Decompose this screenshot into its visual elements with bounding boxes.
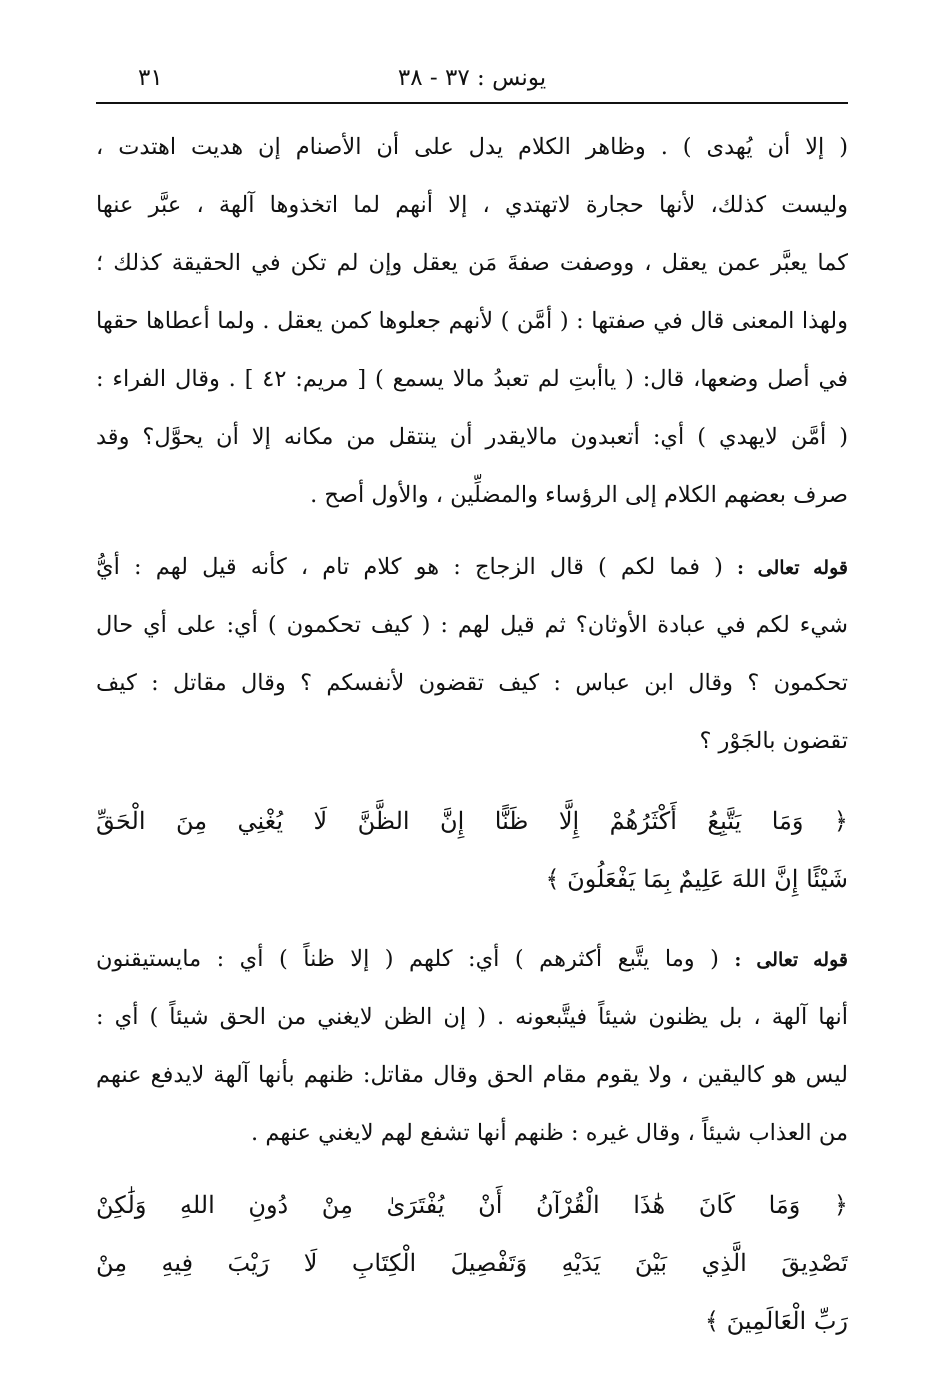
text-line [96, 538, 848, 596]
header-rule [96, 102, 848, 104]
text-line: شيء لكم في عبادة الأوثان؟ ثم قيل لهم : ( كيف تحكمون ) أي: على أي حال [96, 612, 848, 638]
verse-line: ﴿ وَمَا كَانَ هَٰذَا الْقُرْآنُ أَنْ يُفْتَرَىٰ مِنْ دُونِ اللهِ وَلَٰكِنْ [96, 1191, 848, 1219]
text-line: كما يعبَّر عمن يعقل ، ووصفت صفةَ مَن يعقل وإن لم تكن في الحقيقة كذلك ؛ [96, 250, 848, 276]
running-head: يونس : ٣٧ - ٣٨ [397, 65, 547, 91]
text-line: ( إلا أن يُهدى ) . وظاهر الكلام يدل على أن الأصنام إن هديت اهتدت ، [96, 134, 848, 160]
text-line: ( أمَّن لايهدي ) أي: أتعبدون مالايقدر أن ينتقل من مكانه إلا أن يحوَّل؟ وقد [96, 424, 848, 450]
lead-phrase: قوله تعالى : [734, 949, 848, 971]
paragraph-commentary-1 [96, 118, 848, 524]
lead-phrase: قوله تعالى : [737, 557, 848, 579]
verse-line: تَصْدِيقَ الَّذِي بَيْنَ يَدَيْهِ وَتَفْصِيلَ الْكِتَابِ لَا رَيْبَ فِيهِ مِنْ [96, 1249, 848, 1277]
verse-line: شَيْئًا إِنَّ اللهَ عَلِيمٌ بِمَا يَفْعَلُونَ ﴾ [545, 865, 848, 893]
text-line: صرف بعضهم الكلام إلى الرؤساء والمضلِّين ، والأول أصح . [310, 482, 848, 508]
page-header [96, 60, 848, 96]
paragraph-commentary-3 [96, 930, 848, 1162]
text-line [96, 930, 848, 988]
text-line: وليست كذلك، لأنها حجارة لاتهتدي ، إلا أنهم لما اتخذوها آلهة ، عبَّر عنها [96, 192, 848, 218]
page-body [96, 118, 848, 1350]
page-number: ٣١ [138, 65, 163, 91]
text-line: تحكمون ؟ وقال ابن عباس : كيف تقضون لأنفسكم ؟ وقال مقاتل : كيف [96, 670, 848, 696]
text-line: ليس هو كاليقين ، ولا يقوم مقام الحق وقال مقاتل: ظنهم بأنها آلهة لايدفع عنهم [96, 1062, 848, 1088]
line-text: ( فما لكم ) قال الزجاج : هو كلام تام ، كأنه قيل لهم : أيُّ [96, 554, 723, 580]
text-line: أنها آلهة ، بل يظنون شيئاً فيتَّبعونه . ( إن الظن لايغني من الحق شيئاً ) أي : [96, 1004, 848, 1030]
text-line: في أصل وضعها، قال: ( ياأبتِ لم تعبدُ مالا يسمع ) [ مريم: ٤٢ ] . وقال الفراء : [96, 366, 848, 392]
text-line: من العذاب شيئاً ، وقال غيره : ظنهم أنها تشفع لهم لايغني عنهم . [251, 1120, 848, 1146]
quran-verse-2 [96, 1176, 848, 1350]
text-line: تقضون بالجَوْر ؟ [699, 728, 848, 754]
text-line: ولهذا المعنى قال في صفتها : ( أمَّن ) لأنهم جعلوها كمن يعقل . ولما أعطاها حقها [96, 308, 848, 334]
quran-verse-1 [96, 792, 848, 908]
verse-line: رَبِّ الْعَالَمِينَ ﴾ [704, 1307, 848, 1335]
line-text: ( وما يتَّبع أكثرهم ) أي: كلهم ( إلا ظناً ) أي : مايستيقنون [96, 946, 719, 972]
paragraph-commentary-2 [96, 538, 848, 770]
verse-line: ﴿ وَمَا يَتَّبِعُ أَكْثَرُهُمْ إِلَّا ظَنًّا إِنَّ الظَّنَّ لَا يُغْنِي مِنَ الْحَقِّ [96, 807, 848, 835]
